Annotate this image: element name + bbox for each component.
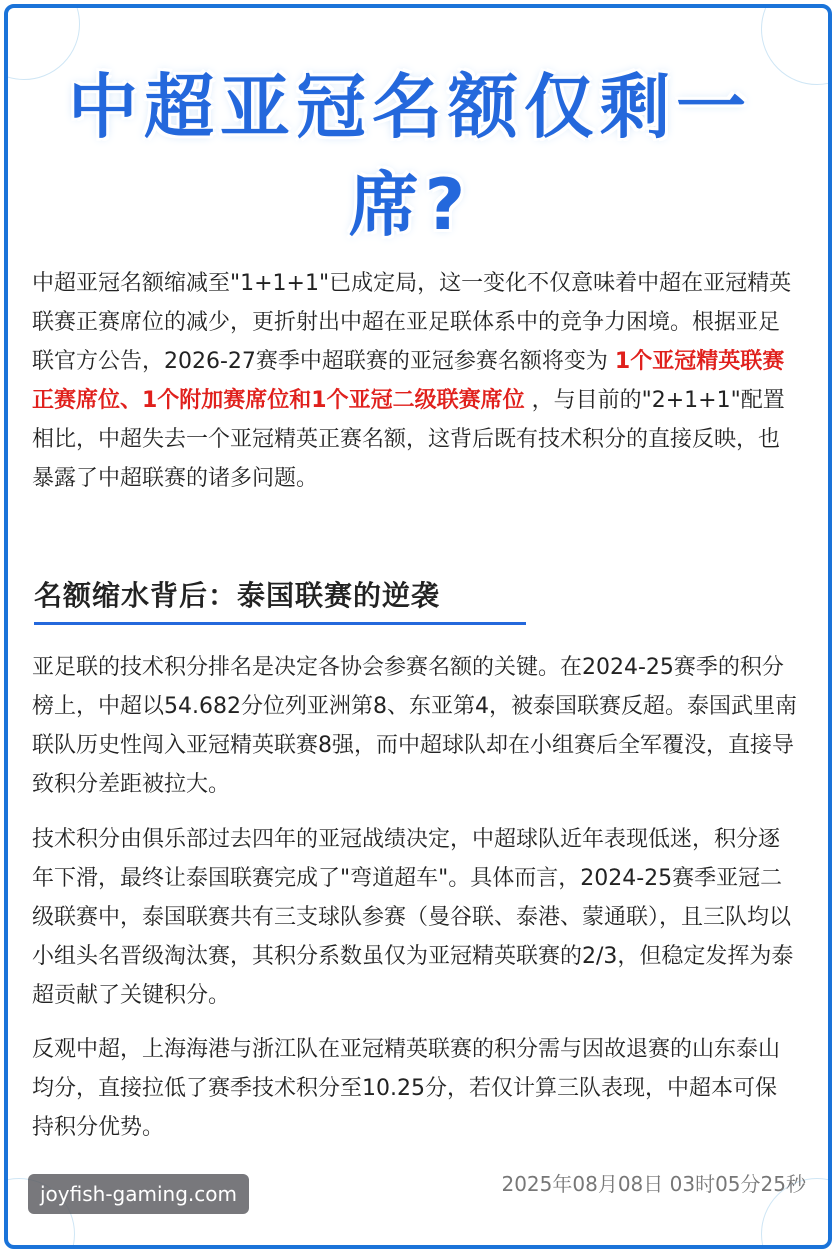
body-paragraph: 技术积分由俱乐部过去四年的亚冠战绩决定，中超球队近年表现低迷，积分逐年下滑，最终让泰国联赛完成了"弯道超车"。具体而言，2024-25赛季亚冠二级联赛中，泰国联赛共有三支球队参赛（曼谷联、泰港、蒙通联），且三队均以小组头名晋级淘汰赛，其积分系数虽仅为亚冠精英联赛的2/3，但稳定发挥为泰超贡献了关键积分。 [32,827,794,1008]
article-title: 中超亚冠名额仅剩一席? [68,66,752,246]
section-heading: 名额缩水背后：泰国联赛的逆袭 [34,579,441,612]
body-paragraph: 反观中超，上海海港与浙江队在亚冠精英联赛的积分需与因故退赛的山东泰山均分，直接拉低了赛季技术积分至10.25分，若仅计算三队表现，中超本可保持积分优势。 [32,1037,781,1140]
intro-text-continued: ，与目前的"2+1+1"配置相比，中超失去一个亚冠精英正赛名额，这背后既有技术积分的直接反映，也暴露了中超联赛的诸多问题。 [32,388,785,491]
publish-timestamp: 2025年08月08日 03时05分25秒 [501,1172,806,1196]
watermark-badge: joyfish-gaming.com [28,1174,249,1214]
intro-paragraph [32,264,798,498]
section-underline [34,622,526,625]
body-paragraph: 亚足联的技术积分排名是决定各协会参赛名额的关键。在2024-25赛季的积分榜上，中超以54.682分位列亚洲第8、东亚第4，被泰国联赛反超。泰国武里南联队历史性闯入亚冠精英联赛8强，而中超球队却在小组赛后全军覆没，直接导致积分差距被拉大。 [32,655,797,797]
intro-text: 中超亚冠名额缩减至"1+1+1"已成定局，这一变化不仅意味着中超在亚冠精英联赛正赛席位的减少，更折射出中超在亚足联体系中的竞争力困境。根据亚足联官方公告，2026-27赛季中超联赛的亚冠参赛名额将变为 [32,271,792,374]
highlighted-quota: 1个亚冠精英联赛正赛席位、1个附加赛席位和1个亚冠二级联赛席位 [32,349,785,413]
